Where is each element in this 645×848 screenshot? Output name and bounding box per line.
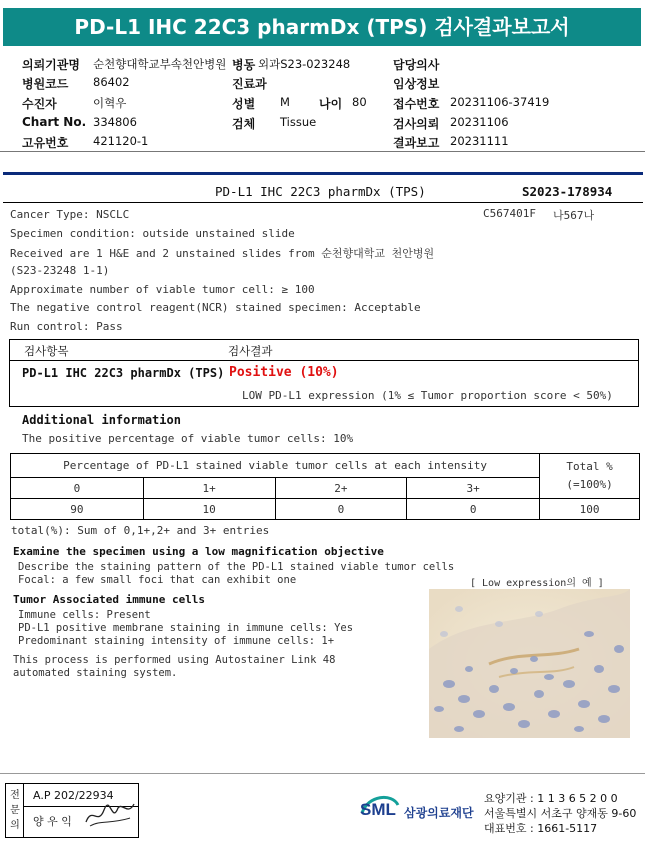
immune-line: Predominant staining intensity of immune cells: 1+ (18, 635, 335, 647)
org-address: 서울특별시 서초구 양재동 9-60 (484, 807, 637, 820)
col-result-header: 검사결과 (228, 344, 273, 358)
doctor-license: A.P 202/22934 (33, 789, 114, 802)
report-line: Cancer Type: NSCLC (10, 208, 130, 221)
result-item: PD-L1 IHC 22C3 pharmDx (TPS) (22, 366, 225, 380)
report-line: Received are 1 H&E and 2 unstained slides from 순천향대학교 천안병원 (10, 247, 435, 260)
lot-code: C567401F (483, 207, 536, 220)
footer-divider (0, 773, 645, 774)
ihc-micrograph (429, 589, 630, 738)
hospital-value: 순천향대학교부속천안병원 (93, 57, 227, 71)
test-name-heading: PD-L1 IHC 22C3 pharmDx (TPS) (215, 184, 426, 199)
examine-line: Focal: a few small foci that can exhibit one (18, 574, 297, 586)
level-cell: 0 (11, 478, 144, 499)
report-line: Run control: Pass (10, 320, 123, 333)
additional-info-title: Additional information (22, 413, 181, 427)
hospital-code-label: 병원코드 (22, 77, 69, 91)
chart-no-label: Chart No. (22, 115, 87, 129)
intensity-table (10, 453, 640, 520)
doctor-label: 담당의사 (393, 58, 440, 72)
unique-no-label: 고유번호 (22, 136, 69, 150)
care-institution-code: 요양기관 : 1 1 3 6 5 2 0 0 (484, 792, 618, 805)
org-phone: 대표번호 : 1661-5117 (484, 822, 598, 835)
result-value: Positive (10%) (229, 365, 339, 380)
unique-no-value: 421120-1 (93, 134, 149, 148)
process-line: automated staining system. (13, 667, 178, 679)
report-date-value: 20231111 (450, 134, 509, 148)
sex-label: 성별 (232, 97, 256, 111)
sex-value: M (280, 95, 290, 109)
hospital-label: 의뢰기관명 (22, 58, 80, 72)
report-number: S2023-178934 (522, 184, 613, 199)
lot-code-2: 나567나 (553, 209, 595, 222)
value-cell: 0 (275, 499, 407, 520)
chart-no-value: 334806 (93, 115, 137, 129)
immune-line: PD-L1 positive membrane staining in immune cells: Yes (18, 622, 354, 634)
ward-label: 병동 (232, 58, 256, 72)
report-title-banner (3, 8, 641, 46)
total-header-line-2: (=100%) (566, 478, 613, 491)
report-date-label: 결과보고 (393, 136, 440, 150)
additional-info-text: The positive percentage of viable tumor cells: 10% (22, 432, 354, 445)
level-cell: 3+ (407, 478, 540, 499)
intensity-table-header: Percentage of PD-L1 stained viable tumor cells at each intensity (11, 454, 540, 478)
report-line: (S23-23248 1-1) (10, 264, 110, 277)
value-cell: 90 (11, 499, 144, 520)
report-title: PD-L1 IHC 22C3 pharmDx (TPS) 검사결과보고서 (74, 15, 570, 39)
age-label: 나이 (319, 97, 343, 111)
immune-title: Tumor Associated immune cells (13, 593, 206, 606)
total-header (540, 454, 640, 499)
result-interpretation: LOW PD-L1 expression (1% ≤ Tumor proportion score < 50%) (242, 389, 613, 402)
value-cell: 10 (143, 499, 275, 520)
total-header-line-1: Total % (566, 460, 613, 473)
immune-line: Immune cells: Present (18, 609, 151, 621)
examine-line: Describe the staining pattern of the PD-L1 stained viable tumor cells (18, 561, 455, 573)
examine-title: Examine the specimen using a low magnification objective (13, 545, 384, 558)
value-cell: 0 (407, 499, 540, 520)
specialist-stamp-label: 전문의 (10, 790, 20, 831)
header-divider (0, 151, 645, 152)
table-note: total(%): Sum of 0,1+,2+ and 3+ entries (11, 524, 270, 537)
signature-box-divider (23, 783, 24, 838)
specimen-label: 검체 (232, 117, 256, 131)
process-line: This process is performed using Autostainer Link 48 (13, 654, 336, 666)
sml-logo-text: SML (360, 800, 396, 819)
result-box-divider (9, 360, 639, 361)
accession-label: 접수번호 (393, 97, 440, 111)
request-date-label: 검사의뢰 (393, 117, 440, 131)
doctor-name: 양 우 익 (33, 815, 72, 828)
report-line: Specimen condition: outside unstained slide (10, 227, 295, 240)
level-cell: 1+ (143, 478, 275, 499)
report-line: Approximate number of viable tumor cell: ≥ 100 (10, 283, 315, 296)
total-cell: 100 (540, 499, 640, 520)
clinic-label: 진료과 (232, 77, 267, 91)
col-item-header: 검사항목 (24, 344, 69, 358)
report-sub-rule (3, 202, 643, 203)
request-date-value: 20231106 (450, 115, 509, 129)
report-top-rule (3, 172, 643, 175)
report-line: The negative control reagent(NCR) stained specimen: Acceptable (10, 301, 421, 314)
level-cell: 2+ (275, 478, 407, 499)
accession-value: 20231106-37419 (450, 95, 550, 109)
patient-value: 이혁우 (93, 96, 127, 110)
doctor-signature (82, 796, 138, 832)
age-value: 80 (352, 95, 367, 109)
clinical-info-label: 임상정보 (393, 77, 440, 91)
specimen-value: Tissue (280, 115, 317, 129)
org-name: 삼광의료재단 (404, 806, 474, 820)
ward-value: 외과S23-023248 (258, 57, 351, 71)
patient-label: 수진자 (22, 97, 57, 111)
image-caption: [ Low expression의 예 ] (470, 578, 604, 589)
hospital-code-value: 86402 (93, 75, 130, 89)
